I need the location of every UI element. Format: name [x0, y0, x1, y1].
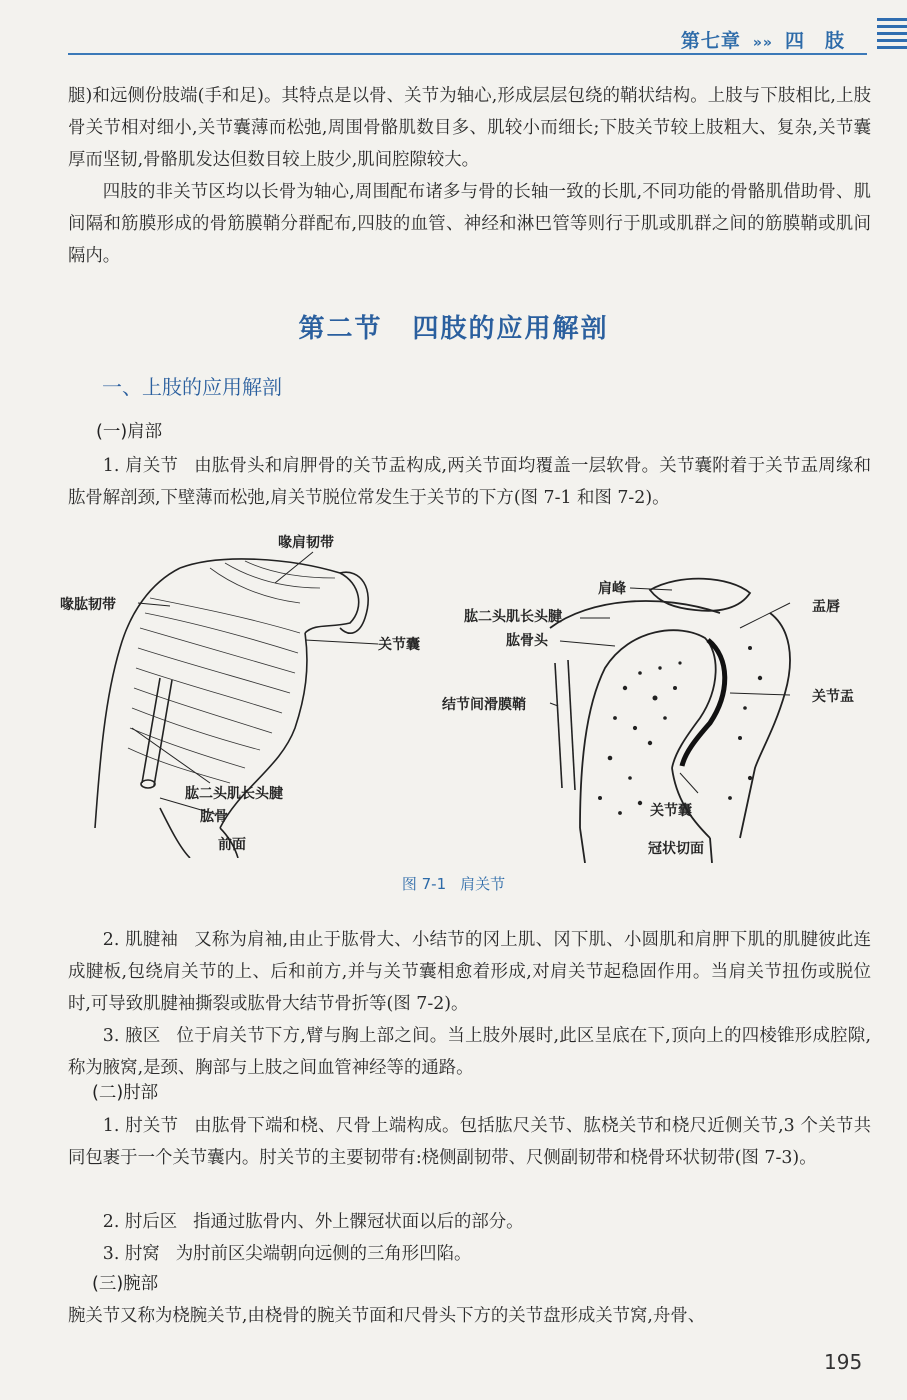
- header-rule: [68, 53, 867, 55]
- label-anterior-view: 前面: [218, 837, 246, 853]
- section-name: 四肢的应用解剖: [412, 314, 609, 344]
- label-synovial-sheath: 结节间滑膜鞘: [442, 697, 526, 713]
- shoulder-anterior-drawing: [60, 528, 450, 858]
- label-humeral-head: 肱骨头: [506, 633, 548, 649]
- running-header: [0, 0, 907, 60]
- item-axilla: [68, 1020, 871, 1084]
- item-posterior-elbow: [68, 1206, 871, 1238]
- term-axilla: 3. 腋区: [102, 1026, 161, 1046]
- label-humerus: 肱骨: [200, 809, 228, 825]
- term-rotator-cuff: 2. 肌腱袖: [102, 930, 179, 950]
- heading-elbow: (二)肘部: [92, 1083, 159, 1103]
- text-rotator-cuff: 又称为肩袖,由止于肱骨大、小结节的冈上肌、冈下肌、小圆肌和肩胛下肌的肌腱彼此连成腱板,包绕肩关节的上、后和前方,并与关节囊相愈着形成,对肩关节起稳固作用。当肩关节扭伤或脱位时,可导致肌腱袖撕裂或肱骨大结节骨折等(图 7-2)。: [68, 930, 871, 1014]
- subsection-title: 一、上肢的应用解剖: [102, 375, 282, 399]
- figure-right-coronal: [440, 568, 880, 863]
- text-axilla: 位于肩关节下方,臂与胸上部之间。当上肢外展时,此区呈底在下,顶向上的四棱锥形成腔隙,称为腋窝,是颈、胸部与上肢之间血管神经等的通路。: [68, 1026, 871, 1078]
- term-posterior-elbow: 2. 肘后区: [102, 1212, 178, 1232]
- item-cubital-fossa: [68, 1238, 871, 1270]
- figure-caption: [0, 873, 907, 894]
- header-arrows: »»: [752, 35, 773, 51]
- term-elbow-joint: 1. 肘关节: [102, 1116, 179, 1136]
- paragraph-wrist: 腕关节又称为桡腕关节,由桡骨的腕关节面和尺骨头下方的关节盘形成关节窝,舟骨、: [68, 1306, 706, 1326]
- label-glenoid-labrum: 盂唇: [812, 599, 840, 615]
- header-section: 四 肢: [784, 30, 845, 52]
- section-number: 第二节: [298, 314, 383, 344]
- label-biceps-long-head-right: 肱二头肌长头腱: [464, 609, 562, 625]
- label-coracoacromial-ligament: 喙肩韧带: [278, 535, 334, 551]
- text-shoulder-joint: 由肱骨头和肩胛骨的关节盂构成,两关节面均覆盖一层软骨。关节囊附着于关节盂周缘和肱骨解剖颈,下壁薄而松弛,肩关节脱位常发生于关节的下方(图 7-1 和图 7-2)。: [68, 456, 871, 508]
- label-coracohumeral-ligament: 喙肱韧带: [60, 597, 116, 613]
- label-acromion: 肩峰: [598, 581, 626, 597]
- header-text: [681, 26, 845, 53]
- item-elbow-joint: [68, 1110, 871, 1174]
- label-biceps-long-head-left: 肱二头肌长头腱: [185, 786, 283, 802]
- label-joint-capsule-right: 关节囊: [650, 803, 692, 819]
- item-shoulder-joint: [68, 450, 871, 514]
- figure-left-anterior: [60, 528, 450, 858]
- page-number: 195: [824, 1350, 863, 1374]
- text-posterior-elbow: 指通过肱骨内、外上髁冠状面以后的部分。: [193, 1212, 524, 1232]
- section-title: [0, 308, 907, 345]
- heading-wrist: (三)腕部: [92, 1274, 159, 1294]
- label-coronal-section: 冠状切面: [648, 841, 704, 857]
- text-cubital-fossa: 为肘前区尖端朝向远侧的三角形凹陷。: [175, 1244, 472, 1264]
- heading-shoulder: (一)肩部: [96, 422, 163, 442]
- item-rotator-cuff: [68, 924, 871, 1020]
- label-glenoid-cavity: 关节盂: [812, 689, 854, 705]
- term-cubital-fossa: 3. 肘窝: [102, 1244, 160, 1264]
- figure-title: 肩关节: [460, 875, 506, 893]
- header-tab-stripes: [877, 18, 907, 58]
- label-joint-capsule-left: 关节囊: [378, 637, 420, 653]
- text-elbow-joint: 由肱骨下端和桡、尺骨上端构成。包括肱尺关节、肱桡关节和桡尺近侧关节,3 个关节共同包裹于一个关节囊内。肘关节的主要韧带有:桡侧副韧带、尺侧副韧带和桡骨环状韧带(图 7-3)。: [68, 1116, 871, 1168]
- header-chapter: 第七章: [680, 30, 741, 52]
- paragraph-continuation: 腿)和远侧份肢端(手和足)。其特点是以骨、关节为轴心,形成层层包绕的鞘状结构。上肢与下肢相比,上肢骨关节相对细小,关节囊薄而松弛,周围骨骼肌数目多、肌较小而细长;下肢关节较上肢粗大、复杂,关节囊厚而坚韧,骨骼肌发达但数目较上肢少,肌间腔隙较大。: [68, 86, 871, 170]
- term-shoulder-joint: 1. 肩关节: [102, 456, 179, 476]
- paragraph-nonarticular: 四肢的非关节区均以长骨为轴心,周围配布诸多与骨的长轴一致的长肌,不同功能的骨骼肌借助骨、肌间隔和筋膜形成的骨筋膜鞘分群配布,四肢的血管、神经和淋巴管等则行于肌或肌群之间的筋膜鞘或肌间隔内。: [68, 182, 871, 266]
- figure-number: 图 7-1: [401, 875, 447, 893]
